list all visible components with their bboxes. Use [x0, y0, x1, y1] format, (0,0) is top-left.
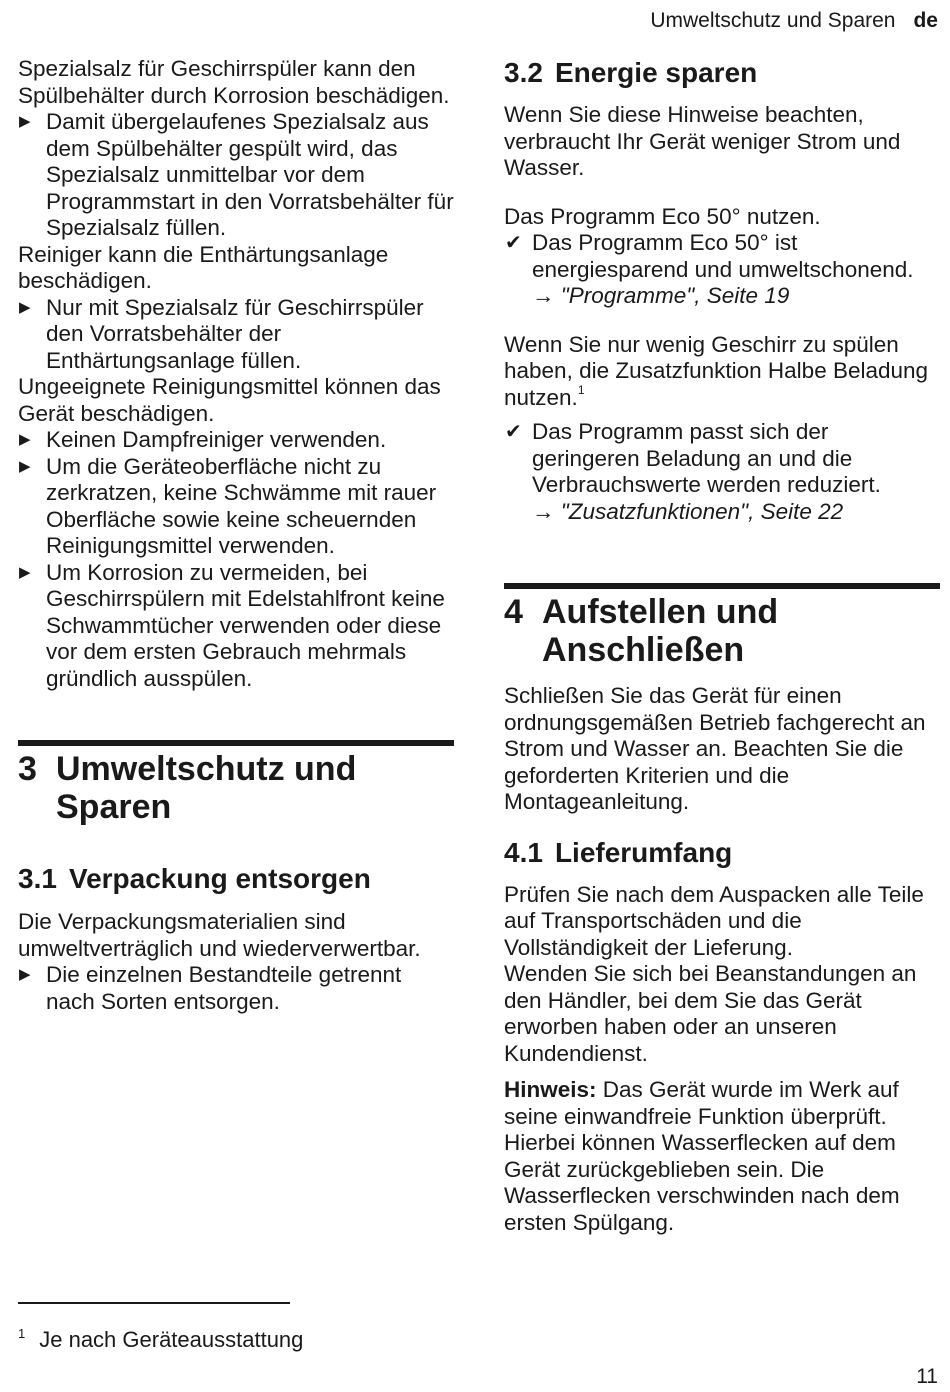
footnote: [18, 1320, 438, 1354]
list-item: [18, 560, 454, 693]
section-heading: [504, 836, 940, 870]
triangle-bullet-icon: ▶: [19, 431, 31, 448]
paragraph: Das Programm Eco 50° nutzen.: [504, 203, 821, 229]
checkmark-icon: ✔: [505, 232, 522, 254]
arrow-right-icon: →: [532, 283, 561, 308]
list-item: [18, 427, 454, 454]
arrow-right-icon: →: [532, 498, 561, 524]
triangle-bullet-icon: ▶: [19, 966, 31, 983]
right-column: [504, 56, 940, 1236]
cross-reference[interactable]: [532, 499, 843, 524]
chapter-divider: [18, 740, 454, 746]
chapter-title: Umweltschutz und Sparen: [56, 750, 357, 826]
paragraph: [504, 332, 940, 412]
footnote-text: Je nach Geräteausstattung: [39, 1327, 304, 1352]
list-item-text: Keinen Dampfreiniger verwenden.: [46, 427, 387, 452]
note-paragraph: [504, 1077, 940, 1236]
header-section-title: Umweltschutz und Sparen: [650, 9, 896, 32]
list-item-text: Um Korrosion zu vermeiden, bei Geschirrspülern mit Edelstahlfront keine Schwammtücher verwenden oder diese vor dem ersten Gebrauch mehrmals gründlich ausspülen.: [46, 559, 445, 691]
paragraph: Die Verpackungsmaterialien sind umweltverträglich und wiederverwertbar.: [18, 909, 421, 961]
list-item: [18, 454, 454, 560]
cross-reference-text: "Zusatzfunktionen", Seite 22: [560, 498, 844, 524]
cross-reference-text: "Programme", Seite 19: [560, 283, 790, 308]
triangle-bullet-icon: ▶: [19, 563, 31, 581]
section-title: Lieferumfang: [554, 836, 733, 868]
paragraph: Spezialsalz für Geschirrspüler kann den Spülbehälter durch Korrosion beschädigen.: [18, 56, 450, 108]
section-number: 3.2: [504, 57, 543, 88]
chapter-number: 3: [18, 750, 37, 788]
note-text: Das Gerät wurde im Werk auf seine einwandfreie Funktion überprüft. Hierbei können Wasserflecken auf dem Gerät zurückgeblieben sein. Die Wasserflecken verschwinden nach dem ersten Spülgang.: [504, 1077, 900, 1235]
list-item: [18, 295, 454, 375]
list-item-text: Damit übergelaufenes Spezialsalz aus dem Spülbehälter gespült wird, das Spezialsalz unmittelbar vor dem Programmstart in den Vorratsbehälter für Spezialsalz füllen.: [46, 109, 454, 240]
page-header: [650, 6, 938, 36]
chapter-heading: [504, 593, 940, 669]
section-title: Verpackung entsorgen: [68, 863, 371, 894]
note-label: Hinweis:: [504, 1077, 597, 1102]
chapter-number: 4: [504, 593, 523, 631]
result-item: [504, 419, 940, 525]
list-item: [18, 962, 454, 1015]
triangle-bullet-icon: ▶: [19, 457, 31, 475]
paragraph: Reiniger kann die Enthärtungsanlage beschädigen.: [18, 241, 389, 293]
footnote-number: 1: [18, 1326, 26, 1341]
left-column: [18, 56, 454, 1015]
section-heading: [504, 56, 940, 90]
list-item-text: Die einzelnen Bestandteile getrennt nach Sorten entsorgen.: [46, 962, 402, 1014]
list-item: [18, 109, 454, 242]
checkmark-icon: ✔: [505, 421, 522, 443]
list-item-text: Um die Geräteoberfläche nicht zu zerkratzen, keine Schwämme mit rauer Oberfläche sowie keine scheuernden Reinigungsmittel verwenden.: [46, 453, 437, 558]
section-title: Energie sparen: [554, 57, 758, 88]
section-heading: [18, 862, 454, 896]
paragraph-text: Wenn Sie nur wenig Geschirr zu spülen haben, die Zusatzfunktion Halbe Beladung nutzen.: [504, 331, 929, 410]
triangle-bullet-icon: ▶: [19, 113, 31, 130]
result-item-text: Das Programm passt sich der geringeren Beladung an und die Verbrauchswerte werden reduziert.: [532, 419, 881, 497]
triangle-bullet-icon: ▶: [19, 298, 31, 316]
chapter-divider: [504, 583, 940, 589]
list-item-text: Nur mit Spezialsalz für Geschirrspüler den Vorratsbehälter der Enthärtungsanlage füllen.: [46, 294, 424, 373]
paragraph: Ungeeignete Reinigungsmittel können das Gerät beschädigen.: [18, 374, 441, 426]
paragraph: Prüfen Sie nach dem Auspacken alle Teile auf Transportschäden und die Vollständigkeit der Lieferung.: [504, 881, 924, 960]
footnote-marker[interactable]: 1: [577, 382, 585, 397]
result-item: [504, 230, 940, 310]
header-language: de: [913, 9, 938, 32]
chapter-heading: [18, 750, 454, 826]
paragraph: Schließen Sie das Gerät für einen ordnungsgemäßen Betrieb fachgerecht an Strom und Wasser an. Beachten Sie die geforderten Kriterien und die Montageanleitung.: [504, 683, 926, 814]
paragraph: Wenn Sie diese Hinweise beachten, verbraucht Ihr Gerät weniger Strom und Wasser.: [504, 102, 901, 180]
paragraph: Wenden Sie sich bei Beanstandungen an den Händler, bei dem Sie das Gerät erworben haben oder an unseren Kundendienst.: [504, 961, 917, 1066]
page-number: 11: [916, 1365, 938, 1388]
chapter-title: Aufstellen und Anschließen: [542, 593, 779, 669]
footnote-divider: [18, 1302, 290, 1304]
section-number: 4.1: [504, 836, 543, 868]
cross-reference[interactable]: [532, 283, 789, 308]
section-number: 3.1: [18, 863, 57, 894]
result-item-text: Das Programm Eco 50° ist energiesparend und umweltschonend.: [532, 230, 914, 282]
